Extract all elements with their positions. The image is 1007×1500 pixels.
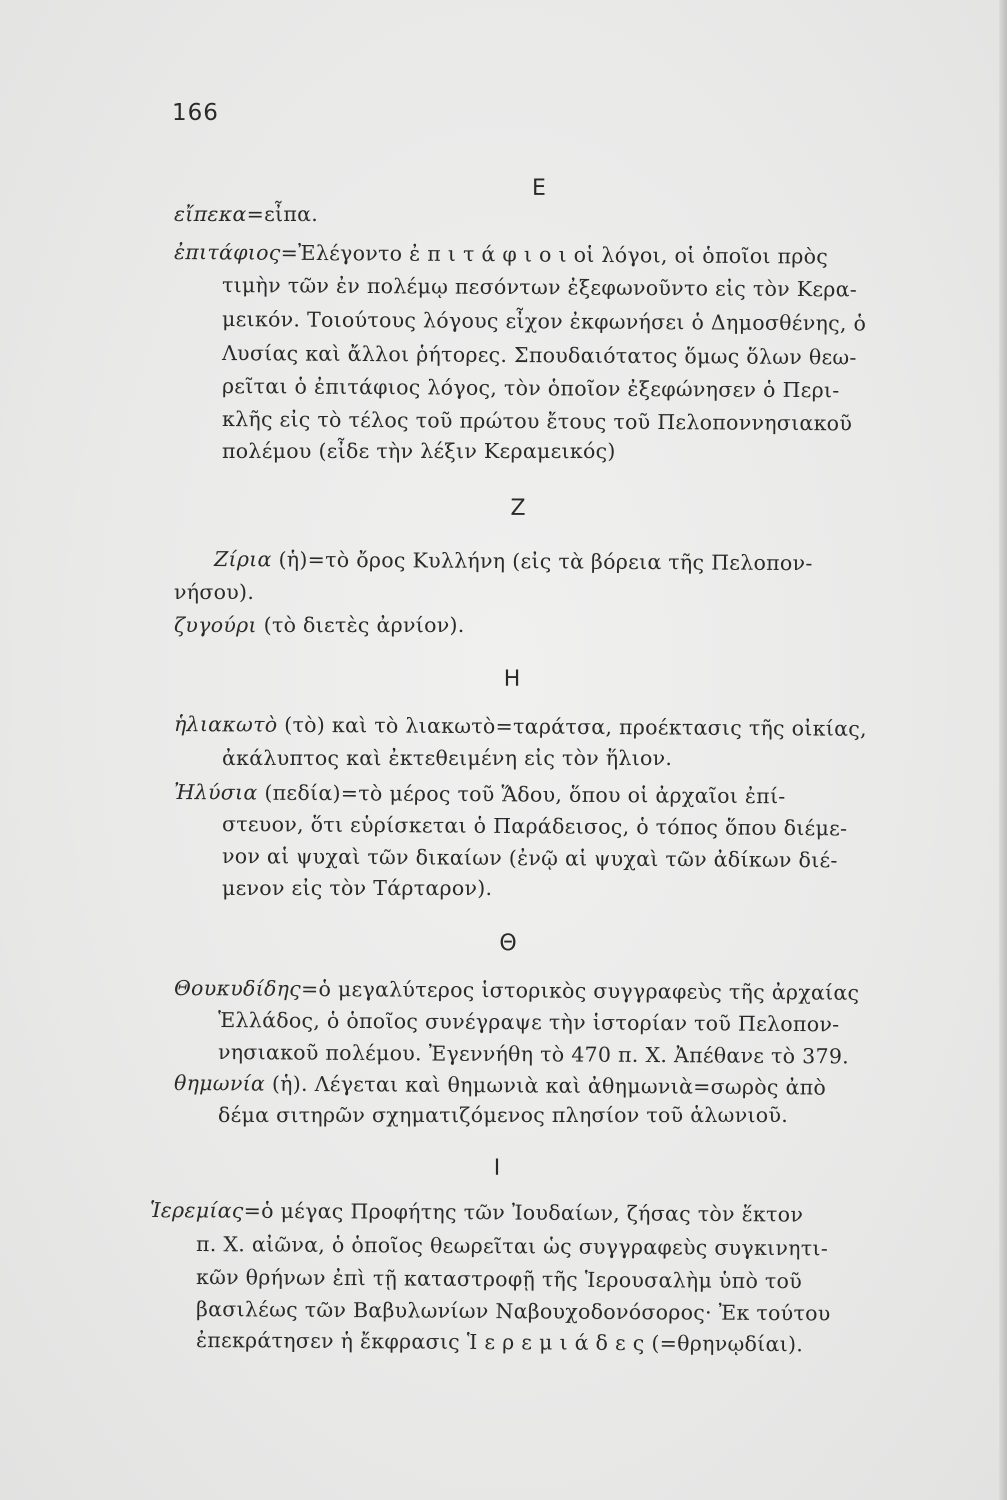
section-letter-th: Θ (499, 931, 517, 956)
entry-line (222, 814, 847, 839)
page-number: 166 (172, 100, 219, 126)
entry-line (174, 582, 254, 603)
definition: μενον εἰς τὸν Τάρταρον). (222, 876, 493, 900)
definition: βασιλέως τῶν Βαβυλωνίων Ναβουχοδονόσορος· Ἐκ τούτου (195, 1297, 831, 1326)
definition: κῶν θρήνων ἐπὶ τῇ καταστροφῇ τῆς Ἱερουσαλὴμ ὑπὸ τοῦ (195, 1265, 803, 1294)
entry-line (174, 615, 465, 636)
headword: ἡλιακωτὸ (173, 712, 278, 737)
entry-line (222, 441, 616, 462)
entry-line (196, 1267, 802, 1292)
section-letter-z: Ζ (510, 496, 526, 521)
definition: στευον, ὅτι εὑρίσκεται ὁ Παράδεισος, ὁ τόπος ὅπου διέμε- (221, 812, 848, 841)
entry-line (174, 242, 828, 267)
definition: Λυσίας καὶ ἄλλοι ῥήτορες. Σπουδαιότατος ὅμως ὅλων θεω- (221, 341, 857, 370)
definition: νον αἱ ψυχαὶ τῶν δικαίων (ἐνῷ αἱ ψυχαὶ τῶν ἀδίκων διέ- (221, 844, 838, 873)
entry-line (174, 978, 860, 1003)
headword: Ζίρια (213, 547, 272, 572)
page-edge (999, 0, 1007, 1500)
definition: Ἑλλάδος, ὁ ὁποῖος συνέγραψε τὴν ἱστορίαν τοῦ Πελοπον- (217, 1008, 840, 1037)
entry-line (174, 782, 786, 807)
entry-line (174, 1073, 826, 1098)
headword: ζυγούρι (174, 613, 257, 637)
entry-line (218, 1010, 840, 1035)
headword: Ἱερεμίας (149, 1198, 244, 1223)
definition: (πεδία)=τὸ μέρος τοῦ Ἅδου, ὅπου οἱ ἀρχαῖοι ἐπί- (257, 780, 786, 809)
definition: νήσου). (174, 580, 255, 604)
definition: =εἶπα. (246, 202, 319, 226)
entry-line (222, 748, 672, 769)
definition: (ἡ). Λέγεται καὶ θημωνιὰ καὶ ἀθημωνιὰ=σωρὸς ἀπὸ (265, 1071, 827, 1100)
headword: θημωνία (173, 1071, 266, 1096)
definition: =Ἐλέγοντο ἐ π ι τ ά φ ι ο ι οἱ λόγοι, οἱ ὁποῖοι πρὸς (280, 240, 829, 269)
definition: =ὁ μεγαλύτερος ἱστορικὸς συγγραφεὺς τῆς ἀρχαίας (300, 976, 860, 1005)
headword: εἴπεκα (174, 202, 247, 226)
definition: μεικόν. Τοιούτους λόγους εἶχον ἐκφωνήσει ὁ Δημοσθένης, ὁ (221, 307, 867, 336)
entry-line (222, 343, 857, 368)
section-letter-e: Ε (532, 176, 546, 201)
headword: Θουκυδίδης (173, 976, 302, 1001)
entry-line (150, 1200, 803, 1225)
definition: τιμὴν τῶν ἐν πολέμῳ πεσόντων ἐξεφωνοῦντο εἰς τὸν Κερα- (221, 273, 858, 302)
entry-line (218, 1105, 788, 1126)
entry-line (174, 204, 318, 225)
definition: ρεῖται ὁ ἐπιτάφιος λόγος, τὸν ὁποῖον ἐξεφώνησεν ὁ Περι- (221, 374, 840, 403)
entry-line (214, 549, 813, 574)
entry-line (196, 1234, 828, 1259)
entry-line (222, 846, 838, 871)
entry-line (218, 1042, 849, 1067)
entry-line (196, 1299, 831, 1324)
definition: (τὸ) καὶ τὸ λιακωτὸ=ταράτσα, προέκτασις τῆς οἰκίας, (277, 712, 867, 741)
entry-line (222, 878, 492, 899)
headword: ἐπιτάφιος (173, 240, 281, 265)
definition: ἐπεκράτησεν ἡ ἔκφρασις Ἱ ε ρ ε μ ι ά δ ε ς (=θρηνῳδίαι). (195, 1328, 804, 1357)
entry-line (222, 275, 857, 300)
definition: (τὸ διετὲς ἀρνίον). (256, 613, 465, 637)
entry-line (196, 1330, 803, 1355)
definition: δέμα σιτηρῶν σχηματιζόμενος πλησίον τοῦ ἁλωνιοῦ. (218, 1103, 789, 1127)
definition: =ὁ μέγας Προφήτης τῶν Ἰουδαίων, ζήσας τὸν ἕκτον (243, 1198, 804, 1227)
section-letter-i: Ι (493, 1156, 501, 1181)
definition: νησιακοῦ πολέμου. Ἐγεννήθη τὸ 470 π. Χ. Ἀπέθανε τὸ 379. (217, 1040, 850, 1069)
entry-line (222, 409, 852, 434)
definition: ἀκάλυπτος καὶ ἐκτεθειμένη εἰς τὸν ἥλιον. (222, 746, 673, 770)
headword: Ἠλύσια (173, 780, 258, 805)
definition: κλῆς εἰς τὸ τέλος τοῦ πρώτου ἔτους τοῦ Πελοποννησιακοῦ (221, 407, 853, 436)
entry-line (222, 376, 840, 401)
definition: π. Χ. αἰῶνα, ὁ ὁποῖος θεωρεῖται ὡς συγγραφεὺς συγκινητι- (195, 1232, 829, 1261)
entry-line (222, 309, 866, 334)
definition: (ἡ)=τὸ ὄρος Κυλλήνη (εἰς τὰ βόρεια τῆς Πελοπον- (271, 547, 813, 576)
definition: πολέμου (εἶδε τὴν λέξιν Κεραμεικός) (222, 439, 616, 463)
section-letter-h: Η (503, 667, 521, 692)
entry-line (174, 714, 867, 739)
